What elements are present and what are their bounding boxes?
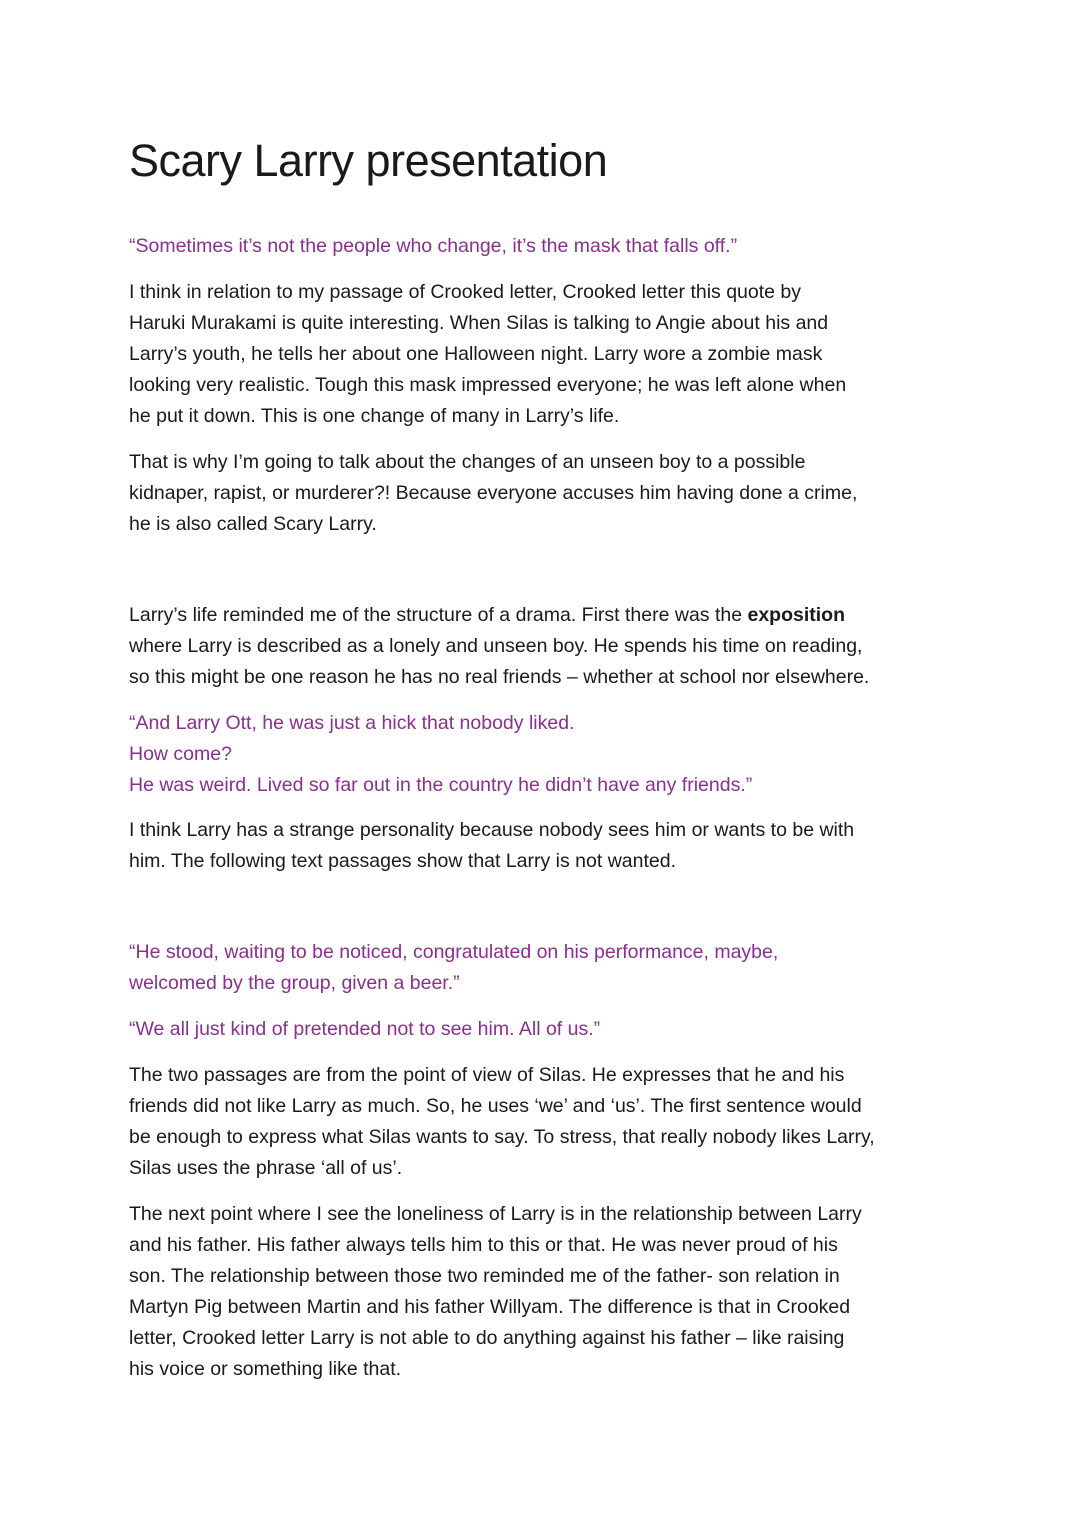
text-line: The next point where I see the loneliness of Larry is in the relationship between Larry (129, 1203, 862, 1225)
text-line: How come? (129, 743, 232, 765)
text-line: and his father. His father always tells him to this or that. He was never proud of his (129, 1234, 838, 1256)
text-line: Silas uses the phrase ‘all of us’. (129, 1157, 403, 1179)
text-line: “Sometimes it’s not the people who change, it’s the mask that falls off.” (129, 235, 738, 257)
text-line: “We all just kind of pretended not to see him. All of us.” (129, 1018, 601, 1040)
text-line: son. The relationship between those two reminded me of the father- son relation in (129, 1265, 840, 1287)
text-line: so this might be one reason he has no real friends – whether at school nor elsewhere. (129, 666, 870, 688)
paragraph-intro (129, 277, 959, 432)
text-line: Martyn Pig between Martin and his father Willyam. The difference is that in Crooked (129, 1296, 851, 1318)
text-line: looking very realistic. Tough this mask impressed everyone; he was left alone when (129, 374, 847, 396)
text-line: be enough to express what Silas wants to say. To stress, that really nobody likes Larry, (129, 1126, 875, 1148)
quote-stood-waiting (129, 937, 959, 999)
text-line: I think Larry has a strange personality because nobody sees him or wants to be with (129, 819, 855, 841)
text-line: “And Larry Ott, he was just a hick that nobody liked. (129, 712, 575, 734)
quote-all-of-us (129, 1014, 959, 1045)
text-line: That is why I’m going to talk about the changes of an unseen boy to a possible (129, 451, 806, 473)
paragraph-personality (129, 815, 959, 877)
text-line: letter, Crooked letter Larry is not able to do anything against his father – like raising (129, 1327, 845, 1349)
paragraph-point-of-view (129, 1060, 959, 1184)
text-line (129, 600, 959, 631)
text-line: The two passages are from the point of view of Silas. He expresses that he and his (129, 1064, 845, 1086)
quote-larry-ott (129, 708, 959, 801)
text-line: friends did not like Larry as much. So, he uses ‘we’ and ‘us’. The first sentence would (129, 1095, 862, 1117)
text-line: his voice or something like that. (129, 1358, 402, 1380)
bold-term: exposition (747, 604, 845, 626)
text-line: welcomed by the group, given a beer.” (129, 972, 460, 994)
paragraph-topic (129, 447, 959, 540)
text-line: where Larry is described as a lonely and unseen boy. He spends his time on reading, (129, 635, 863, 657)
text-line: he is also called Scary Larry. (129, 513, 377, 535)
text-line: He was weird. Lived so far out in the country he didn’t have any friends.” (129, 774, 753, 796)
text-line: him. The following text passages show that Larry is not wanted. (129, 850, 677, 872)
quote-murakami (129, 231, 959, 262)
text-line: he put it down. This is one change of many in Larry’s life. (129, 405, 620, 427)
text-line: “He stood, waiting to be noticed, congratulated on his performance, maybe, (129, 941, 779, 963)
document-title: Scary Larry presentation (129, 135, 608, 186)
text-line: Larry’s youth, he tells her about one Halloween night. Larry wore a zombie mask (129, 343, 823, 365)
text-line: Haruki Murakami is quite interesting. When Silas is talking to Angie about his and (129, 312, 829, 334)
text-line: kidnaper, rapist, or murderer?! Because everyone accuses him having done a crime, (129, 482, 858, 504)
paragraph-father (129, 1199, 959, 1385)
paragraph-exposition (129, 600, 959, 693)
text-segment: Larry’s life reminded me of the structure of a drama. First there was the (129, 604, 748, 626)
text-line: I think in relation to my passage of Crooked letter, Crooked letter this quote by (129, 281, 802, 303)
